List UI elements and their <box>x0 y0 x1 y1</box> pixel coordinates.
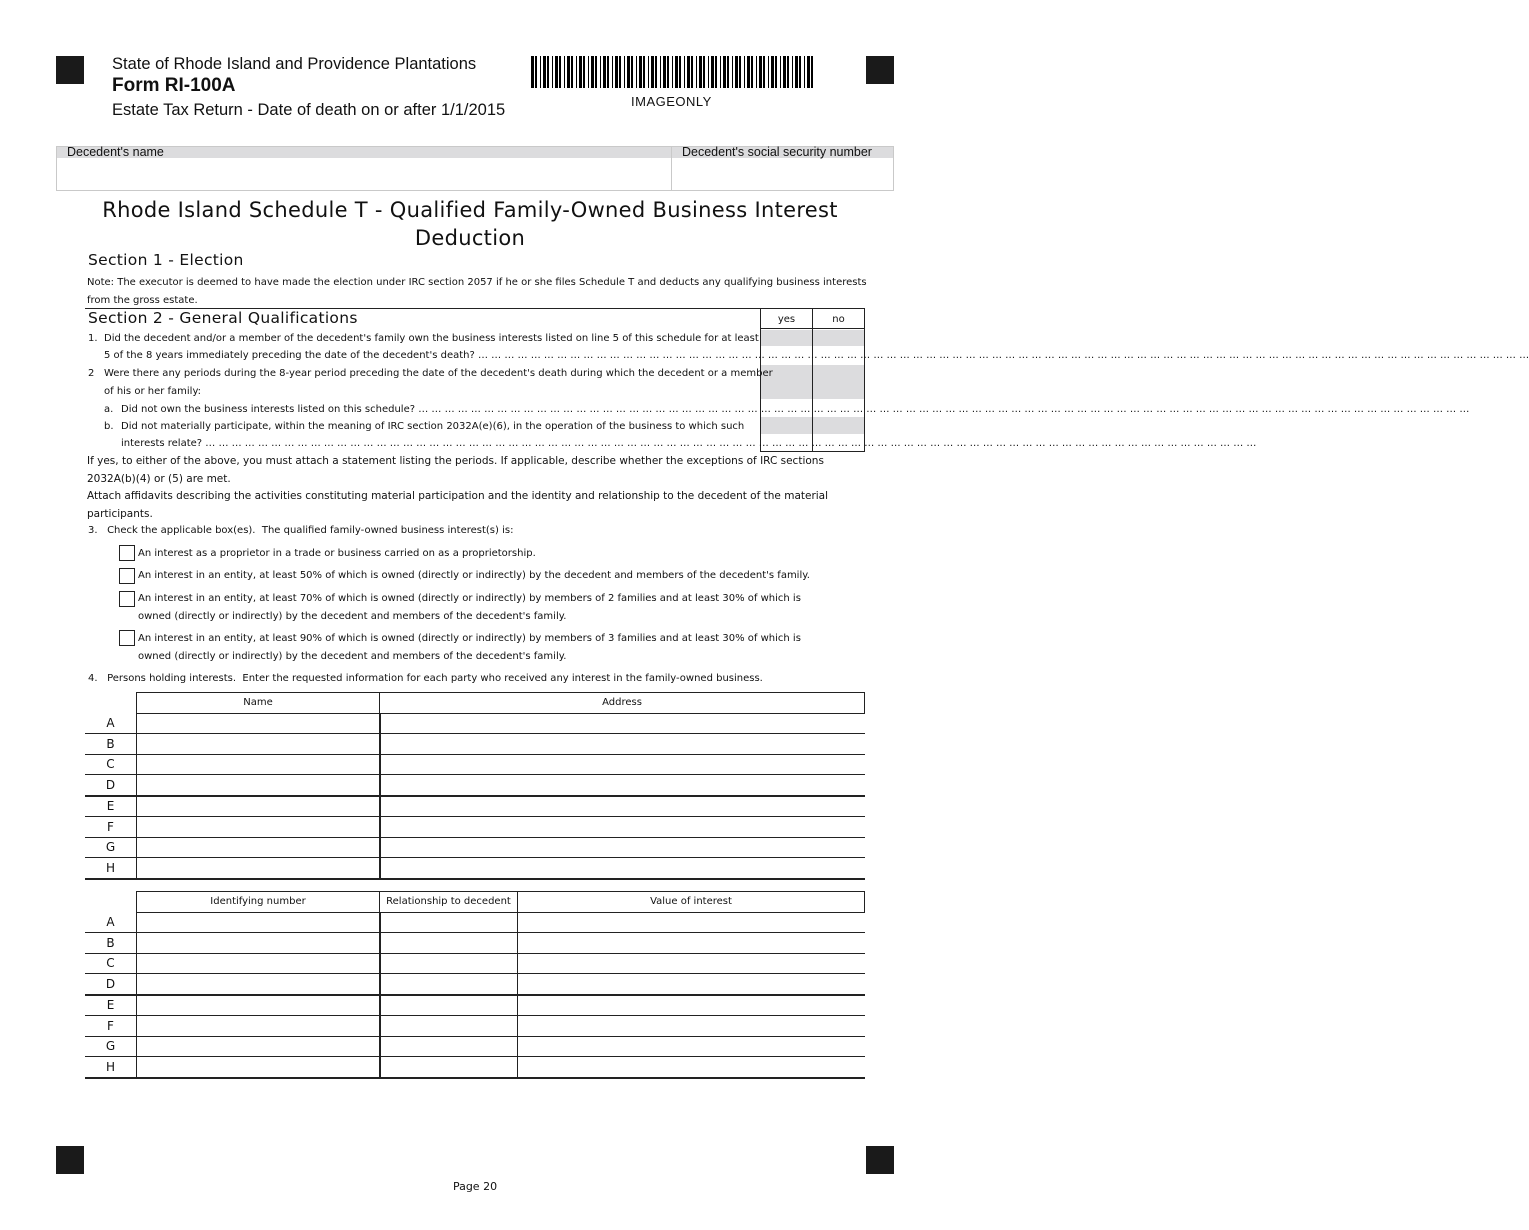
checkbox-entity-50[interactable] <box>119 568 135 584</box>
q2-no-cell[interactable] <box>813 365 864 399</box>
q1-number: 1. <box>88 333 98 344</box>
value-cell[interactable] <box>518 953 865 974</box>
value-cell[interactable] <box>518 1057 865 1078</box>
row-letter: H <box>85 1057 137 1078</box>
name-cell[interactable] <box>137 858 380 879</box>
address-cell[interactable] <box>380 837 865 858</box>
relationship-cell[interactable] <box>380 912 518 933</box>
identifying-number-cell[interactable] <box>137 933 380 954</box>
barcode-image <box>531 56 816 88</box>
address-cell[interactable] <box>380 817 865 838</box>
relationship-column-header: Relationship to decedent <box>380 892 518 913</box>
q2b-no-cell[interactable] <box>813 417 864 434</box>
row-letter: B <box>85 734 137 755</box>
decedent-ssn-field[interactable] <box>672 159 893 190</box>
address-column-header: Address <box>380 693 865 714</box>
row-letter: D <box>85 775 137 796</box>
address-cell[interactable] <box>380 754 865 775</box>
relationship-cell[interactable] <box>380 933 518 954</box>
relationship-cell[interactable] <box>380 1057 518 1078</box>
checkbox-proprietorship-label: An interest as a proprietor in a trade or business carried on as a proprietorship. <box>138 548 536 559</box>
row-letter: B <box>85 933 137 954</box>
q2-text-line1: Were there any periods during the 8-year period preceding the date of the decedent's death during which the decedent or a member <box>104 368 773 379</box>
section1-note: Note: The executor is deemed to have made the election under IRC section 2057 if he or she files Schedule T and deducts any qualifying business interests from the gross estate. <box>87 277 867 306</box>
table-header-row <box>85 892 865 913</box>
persons-identification-table <box>85 891 865 1079</box>
no-column-header: no <box>832 314 845 325</box>
value-cell[interactable] <box>518 974 865 995</box>
checkbox-entity-90[interactable] <box>119 630 135 646</box>
table-row <box>85 775 865 796</box>
address-cell[interactable] <box>380 796 865 817</box>
checkbox-entity-90-label: An interest in an entity, at least 90% of which is owned (directly or indirectly) by members of 3 families and at least 30% of which is owned (directly or indirectly) by the decedent and members of the decedent's family. <box>138 633 801 662</box>
name-cell[interactable] <box>137 713 380 734</box>
identifying-number-cell[interactable] <box>137 912 380 933</box>
checkbox-entity-50-label: An interest in an entity, at least 50% of which is owned (directly or indirectly) by the decedent and members of the decedent's family. <box>138 570 810 581</box>
checkbox-entity-70[interactable] <box>119 591 135 607</box>
image-only-label: IMAGEONLY <box>631 94 712 109</box>
decedent-info-box <box>56 146 894 191</box>
decedent-name-label: Decedent's name <box>67 145 164 159</box>
section2-heading: Section 2 - General Qualifications <box>88 309 358 327</box>
address-cell[interactable] <box>380 858 865 879</box>
table-row <box>85 796 865 817</box>
registration-mark-top-right <box>866 56 894 84</box>
if-yes-instructions: If yes, to either of the above, you must attach a statement listing the periods. If applicable, describe whether the exceptions of IRC sections 2032A(b)(4) or (5) are met. <box>87 455 824 485</box>
identifying-number-cell[interactable] <box>137 974 380 995</box>
relationship-cell[interactable] <box>380 974 518 995</box>
table-row <box>85 754 865 775</box>
table-header-row <box>85 693 865 714</box>
table-row <box>85 912 865 933</box>
table-row <box>85 1036 865 1057</box>
name-cell[interactable] <box>137 734 380 755</box>
row-letter: A <box>85 912 137 933</box>
schedule-title: Rhode Island Schedule T - Qualified Family-Owned Business Interest Deduction <box>102 198 838 250</box>
row-letter: A <box>85 713 137 734</box>
table-row <box>85 1057 865 1078</box>
table-row <box>85 953 865 974</box>
registration-mark-top-left <box>56 56 84 84</box>
table-row <box>85 734 865 755</box>
form-subtitle: Estate Tax Return - Date of death on or after 1/1/2015 <box>112 101 506 119</box>
address-cell[interactable] <box>380 775 865 796</box>
identifying-number-cell[interactable] <box>137 953 380 974</box>
row-letter: G <box>85 837 137 858</box>
value-cell[interactable] <box>518 995 865 1016</box>
table-row <box>85 817 865 838</box>
table-row <box>85 974 865 995</box>
row-letter: E <box>85 995 137 1016</box>
name-cell[interactable] <box>137 754 380 775</box>
identifying-number-cell[interactable] <box>137 1057 380 1078</box>
checkbox-proprietorship[interactable] <box>119 545 135 561</box>
identifying-number-column-header: Identifying number <box>137 892 380 913</box>
relationship-cell[interactable] <box>380 953 518 974</box>
q1-text-line2: 5 of the 8 years immediately preceding the date of the decedent's death? … … … … … … … … … … … … … … … … … … … … … … … … … … … … … … … … … … … … … … … … … … … … … … … … … … … … … … … … … … … … … … … … … … … … … … … … … … … … … … … … <box>104 350 1529 361</box>
decedent-ssn-label: Decedent's social security number <box>682 145 872 159</box>
q1-text-line1: Did the decedent and/or a member of the decedent's family own the business interests listed on line 5 of this schedule for at least <box>104 333 759 344</box>
section1-heading: Section 1 - Election <box>88 251 244 269</box>
checkbox-entity-70-label: An interest in an entity, at least 70% of which is owned (directly or indirectly) by members of 2 families and at least 30% of which is owned (directly or indirectly) by the decedent and members of the decedent's family. <box>138 593 801 622</box>
value-cell[interactable] <box>518 912 865 933</box>
value-cell[interactable] <box>518 933 865 954</box>
row-letter: D <box>85 974 137 995</box>
decedent-name-field[interactable] <box>57 159 671 190</box>
q2a-number: a. <box>104 404 114 415</box>
relationship-cell[interactable] <box>380 1036 518 1057</box>
q2b-text-line1: Did not materially participate, within the meaning of IRC section 2032A(e)(6), in the operation of the business to which such <box>121 421 745 432</box>
value-column-header: Value of interest <box>518 892 865 913</box>
table-row <box>85 1016 865 1037</box>
table-row <box>85 858 865 879</box>
identifying-number-cell[interactable] <box>137 1016 380 1037</box>
value-cell[interactable] <box>518 1016 865 1037</box>
form-number: Form RI-100A <box>112 75 236 96</box>
q2b-yes-cell[interactable] <box>761 417 812 434</box>
name-cell[interactable] <box>137 775 380 796</box>
row-letter: C <box>85 754 137 775</box>
row-letter: F <box>85 817 137 838</box>
q1-no-cell[interactable] <box>813 330 864 346</box>
registration-mark-bottom-right <box>866 1146 894 1174</box>
name-cell[interactable] <box>137 837 380 858</box>
page-number: Page 20 <box>452 1180 498 1193</box>
registration-mark-bottom-left <box>56 1146 84 1174</box>
relationship-cell[interactable] <box>380 1016 518 1037</box>
relationship-cell[interactable] <box>380 995 518 1016</box>
row-letter: H <box>85 858 137 879</box>
identifying-number-cell[interactable] <box>137 995 380 1016</box>
identifying-number-cell[interactable] <box>137 1036 380 1057</box>
q4-text: 4. Persons holding interests. Enter the requested information for each party who received any interest in the family-owned business. <box>88 673 763 684</box>
q2-text-line2: of his or her family: <box>104 386 202 397</box>
table-row <box>85 995 865 1016</box>
row-letter: G <box>85 1036 137 1057</box>
table-row <box>85 837 865 858</box>
address-cell[interactable] <box>380 713 865 734</box>
table-row <box>85 933 865 954</box>
affidavit-instructions: Attach affidavits describing the activities constituting material participation and the identity and relationship to the decedent of the material participants. <box>87 490 829 520</box>
no-column-right-rule <box>864 308 865 452</box>
state-name: State of Rhode Island and Providence Plantations <box>112 55 477 73</box>
address-cell[interactable] <box>380 734 865 755</box>
q2b-text-line2: interests relate? … … … … … … … … … … … … … … … … … … … … … … … … … … … … … … … … … … … … … … … … … … … … … … … … … … … … … … … … … … … … … … … … … … … … … … … … … … … … … … … … <box>121 438 1257 449</box>
value-cell[interactable] <box>518 1036 865 1057</box>
row-letter: F <box>85 1016 137 1037</box>
q1-yes-cell[interactable] <box>761 330 812 346</box>
persons-name-address-table <box>85 692 865 880</box>
row-letter: C <box>85 953 137 974</box>
q2b-number: b. <box>104 421 114 432</box>
row-letter: E <box>85 796 137 817</box>
q2a-text: Did not own the business interests listed on this schedule? … … … … … … … … … … … … … … … … … … … … … … … … … … … … … … … … … … … … … … … … … … … … … … … … … … … … … … … … … … … … … … … … … … … … … … … … … … … … … … … … <box>121 404 1470 415</box>
name-column-header: Name <box>137 693 380 714</box>
q3-text: 3. Check the applicable box(es). The qualified family-owned business interest(s) is: <box>88 525 514 536</box>
yes-column-header: yes <box>777 314 796 325</box>
table-row <box>85 713 865 734</box>
name-cell[interactable] <box>137 796 380 817</box>
q2-number: 2 <box>88 368 95 379</box>
name-cell[interactable] <box>137 817 380 838</box>
